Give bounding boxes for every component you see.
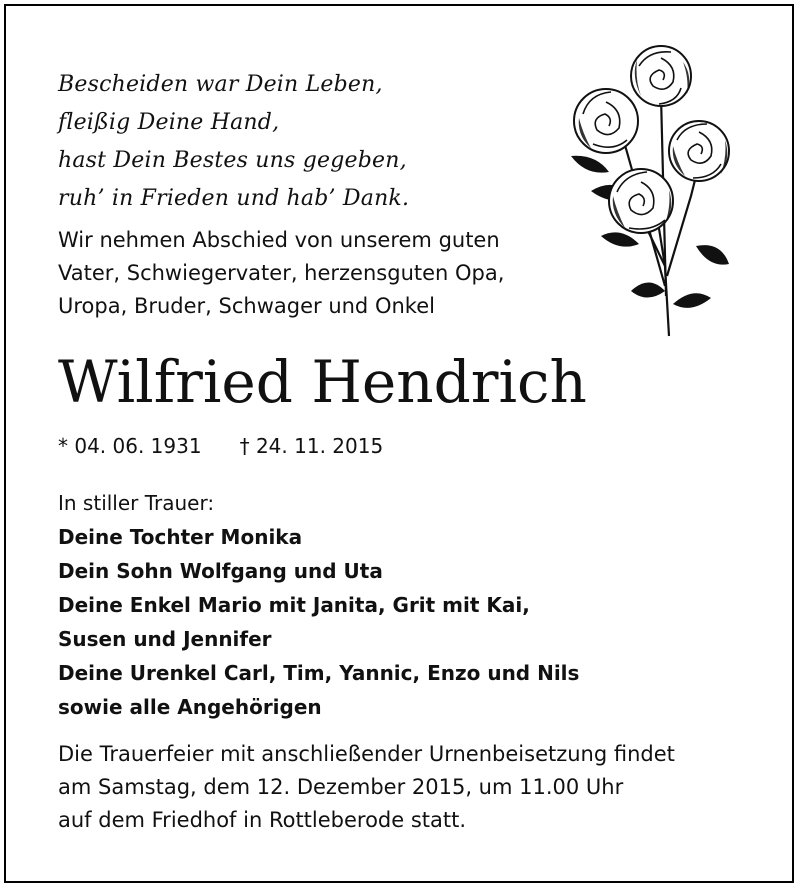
mourner-line: Deine Enkel Mario mit Janita, Grit mit Kai, <box>58 593 530 617</box>
poem-line: ruh’ in Frieden und hab’ Dank. <box>58 186 410 211</box>
death-date: † 24. 11. 2015 <box>239 434 384 458</box>
mourners-list <box>58 486 579 724</box>
funeral-line: Die Trauerfeier mit anschließender Urnenbeisetzung findet <box>58 742 675 766</box>
deceased-name: Wilfried Hendrich <box>58 348 587 416</box>
funeral-line: am Samstag, dem 12. Dezember 2015, um 11.00 Uhr <box>58 775 624 799</box>
intro-line: Wir nehmen Abschied von unserem guten <box>58 228 500 252</box>
funeral-line: auf dem Friedhof in Rottleberode statt. <box>58 808 467 832</box>
mourner-line: Deine Urenkel Carl, Tim, Yannic, Enzo und Nils <box>58 661 580 685</box>
obituary-notice <box>4 4 794 883</box>
poem-line: hast Dein Bestes uns gegeben, <box>58 148 407 173</box>
intro-line: Uropa, Bruder, Schwager und Onkel <box>58 294 435 318</box>
roses-bouquet-icon <box>561 36 731 341</box>
funeral-details <box>58 738 675 837</box>
mourners-lead: In stiller Trauer: <box>58 491 215 515</box>
farewell-intro <box>58 224 504 323</box>
poem-line: Bescheiden war Dein Leben, <box>58 72 383 97</box>
mourner-line: Deine Tochter Monika <box>58 525 303 549</box>
mourner-line: Dein Sohn Wolfgang und Uta <box>58 559 383 583</box>
memorial-poem <box>58 66 409 218</box>
mourner-line: Susen und Jennifer <box>58 627 272 651</box>
intro-line: Vater, Schwiegervater, herzensguten Opa, <box>58 261 505 285</box>
poem-line: fleißig Deine Hand, <box>58 110 280 135</box>
life-dates <box>58 431 383 461</box>
mourner-line: sowie alle Angehörigen <box>58 695 322 719</box>
birth-date: * 04. 06. 1931 <box>58 434 202 458</box>
